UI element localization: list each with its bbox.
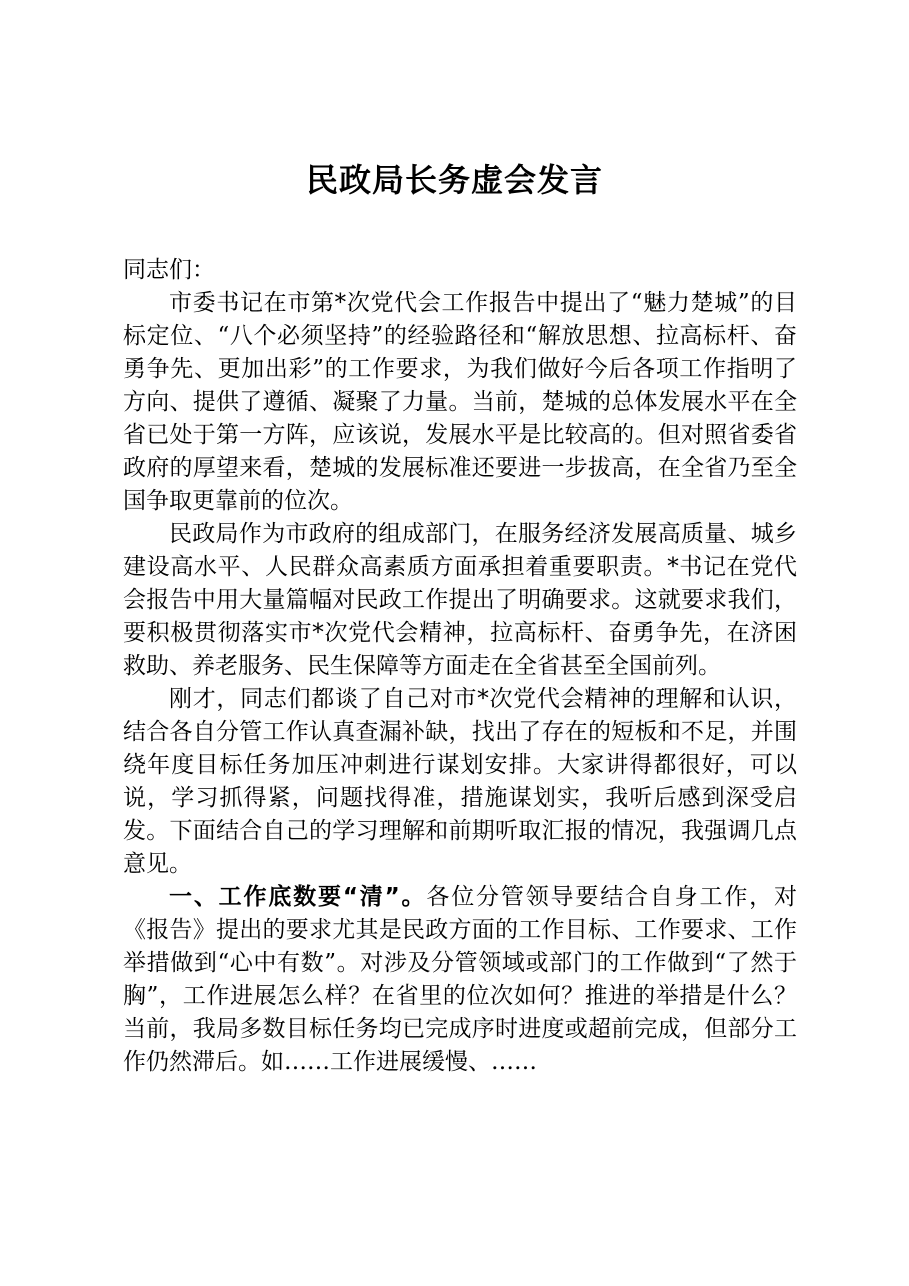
section-1-text: 各位分管领导要结合自身工作，对《报告》提出的要求尤其是民政方面的工作目标、工作要求、工作举措做到“心中有数”。对涉及分管领域或部门的工作做到“了然于胸”，工作进展怎么样？在省里的位次如何？推进的举措是什么？当前，我局多数目标任务均已完成序时进度或超前完成，但部分工作仍然滞后。如……工作进展缓慢、…… (123, 884, 798, 1075)
document-title: 民政局长务虚会发言 (305, 161, 603, 199)
document-body (123, 254, 797, 1079)
salutation: 同志们： (123, 257, 215, 283)
paragraph-3: 刚才，同志们都谈了自己对市*次党代会精神的理解和认识，结合各自分管工作认真查漏补缺，找出了存在的短板和不足，并围绕年度目标任务加压冲刺进行谋划安排。大家讲得都很好，可以说，学习抓得紧，问题找得准，措施谋划实，我听后感到深受启发。下面结合自己的学习理解和前期听取汇报的情况，我强调几点意见。 (123, 686, 797, 877)
section-1-heading: 一、工作底数要“清”。 (169, 884, 427, 910)
section-1-paragraph (123, 881, 797, 1079)
paragraph-2: 民政局作为市政府的组成部门，在服务经济发展高质量、城乡建设高水平、人民群众高素质方面承担着重要职责。*书记在党代会报告中用大量篇幅对民政工作提出了明确要求。这就要求我们，要积极贯彻落实市*次党代会精神，拉高标杆、奋勇争先，在济困救助、养老服务、民生保障等方面走在全省甚至全国前列。 (123, 521, 797, 679)
paragraph-1: 市委书记在市第*次党代会工作报告中提出了“魅力楚城”的目标定位、“八个必须坚持”的经验路径和“解放思想、拉高标杆、奋勇争先、更加出彩”的工作要求，为我们做好今后各项工作指明了方向、提供了遵循、凝聚了力量。当前，楚城的总体发展水平在全省已处于第一方阵，应该说，发展水平是比较高的。但对照省委省政府的厚望来看，楚城的发展标准还要进一步拔高，在全省乃至全国争取更靠前的位次。 (123, 290, 797, 514)
